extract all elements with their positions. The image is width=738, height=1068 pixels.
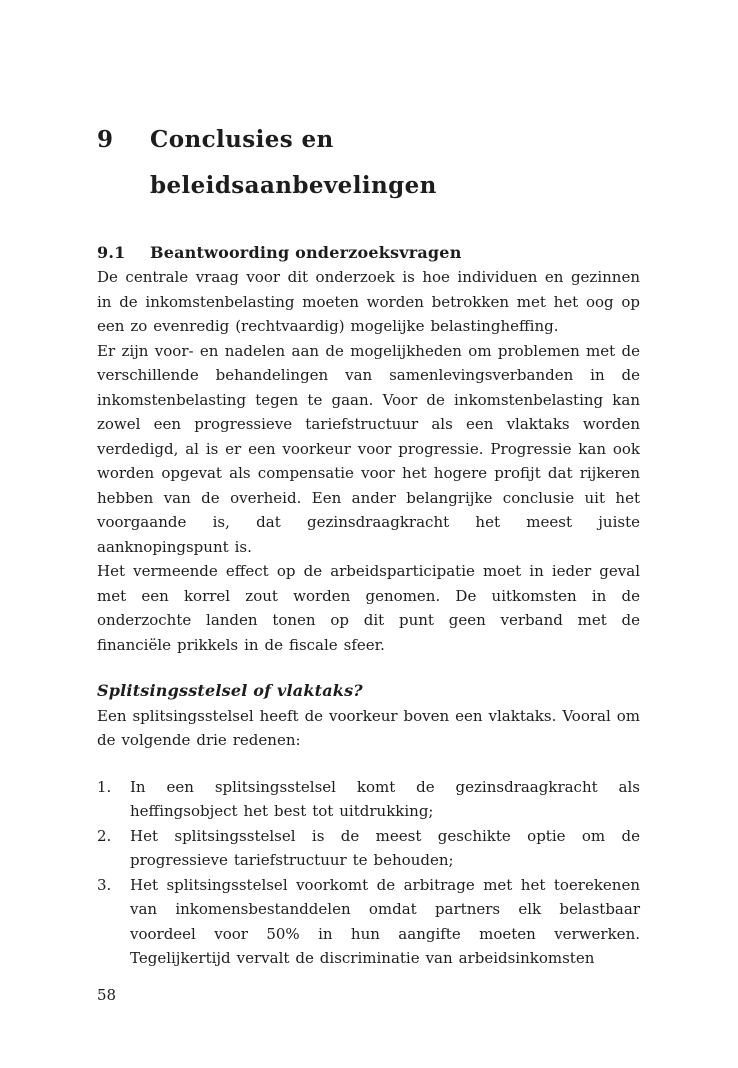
chapter-number: 9 (97, 126, 114, 153)
list-item-3 (97, 873, 640, 971)
section-heading (97, 240, 640, 265)
chapter-title (150, 117, 437, 209)
numbered-list (97, 775, 640, 971)
paragraph-labour-participation: Het vermeende effect op de arbeidsparticipatie moet in ieder geval met een korrel zout worden genomen. De uitkomsten in de onderzochte landen tonen op dit punt geen verband met de financiële prikkels in de fiscale sfeer. (97, 562, 640, 654)
list-item-2-number: 2. (97, 826, 112, 845)
chapter-heading (97, 117, 640, 209)
page-footer (97, 984, 116, 1006)
list-item-2-text: Het splitsingsstelsel is de meest geschikte optie om de progressieve tariefstructuur te behouden; (130, 826, 640, 869)
list-item-1-text: In een splitsingsstelsel komt de gezinsdraagkracht als heffingsobject het best tot uitdrukking; (130, 777, 640, 820)
section-title: Beantwoording onderzoeksvragen (150, 243, 462, 262)
chapter-title-line-2: beleidsaanbevelingen (150, 172, 437, 199)
list-item-3-text: Het splitsingsstelsel voorkomt de arbitrage met het toerekenen van inkomensbestanddelen omdat partners elk belastbaar voordeel voor 50% in hun aangifte moeten verwerken. Tegelijkertijd vervalt de discriminatie van arbeidsinkomsten (130, 875, 640, 967)
list-item-1 (97, 775, 640, 824)
section-number: 9.1 (97, 243, 126, 262)
list-intro-paragraph: Een splitsingsstelsel heeft de voorkeur boven een vlaktaks. Vooral om de volgende drie redenen: (97, 706, 640, 749)
subsection-heading: Splitsingsstelsel of vlaktaks? (97, 681, 363, 700)
page-content (97, 117, 640, 971)
list-item-2 (97, 824, 640, 873)
paragraph-pros-cons: Er zijn voor- en nadelen aan de mogelijkheden om problemen met de verschillende behandelingen van samenlevingsverbanden in de inkomstenbelasting tegen te gaan. Voor de inkomstenbelasting kan zowel een progressieve tariefstructuur als een vlaktaks worden verdedigd, al is er een voorkeur voor progressie. Progressie kan ook worden opgevat als compensatie voor het hogere profijt dat rijkeren hebben van de overheid. Een ander belangrijke conclusie uit het voorgaande is, dat gezinsdraagkracht het meest juiste aanknopingspunt is. (97, 341, 640, 556)
chapter-title-line-1: Conclusies en (150, 126, 334, 153)
list-item-3-number: 3. (97, 875, 112, 894)
page-number: 58 (97, 986, 117, 1004)
list-item-1-number: 1. (97, 777, 112, 796)
paragraph-central-question: De centrale vraag voor dit onderzoek is hoe individuen en gezinnen in de inkomstenbelasting moeten worden betrokken met het oog op een zo evenredig (rechtvaardig) mogelijke belastingheffing. (97, 268, 640, 335)
